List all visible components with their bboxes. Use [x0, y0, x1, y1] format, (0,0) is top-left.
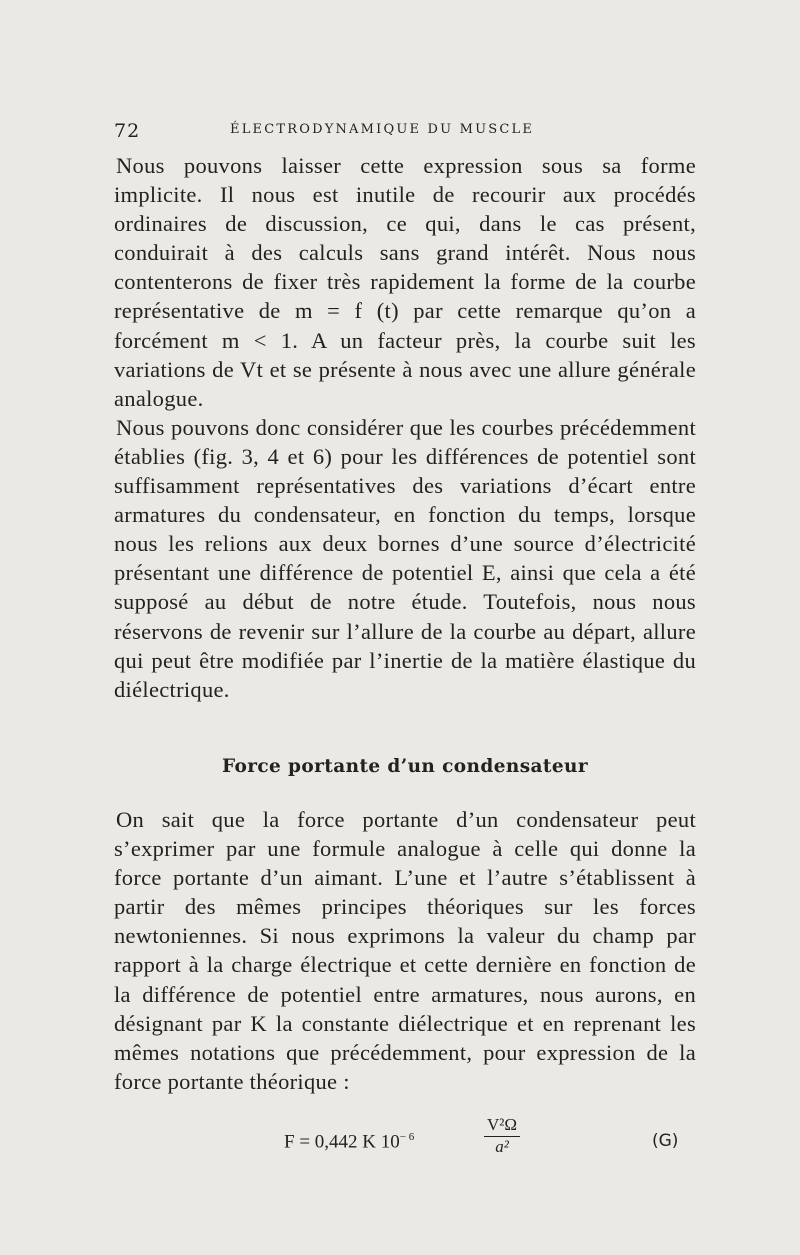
page-header [114, 118, 694, 148]
formula-denominator: a² [495, 1137, 509, 1156]
formula-g [284, 1115, 704, 1175]
formula-label: (G) [652, 1131, 679, 1151]
formula-exponent: − 6 [399, 1131, 415, 1143]
section-1-text [114, 151, 696, 704]
paragraph-3: On sait que la force portante d’un condensateur peut s’exprimer par une formule analogue à celle qui donne la force portante d’un aimant. L’une et l’autre s’établissent à partir des mêmes principes théoriques sur les forces newtoniennes. Si nous exprimons la valeur du champ par rapport à la charge électrique et cette dernière en fonction de la différence de potentiel entre armatures, nous aurons, en désignant par K la constante diélectrique et en reprenant les mêmes notations que précédemment, pour expression de la force portante théorique : [114, 807, 696, 1094]
formula-numerator: V²Ω [484, 1115, 520, 1137]
paragraph-2: Nous pouvons donc considérer que les courbes précédemment établies (fig. 3, 4 et 6) pour les différences de potentiel sont suffisamment représentatives des variations d’écart entre armatures du condensateur, en fonction du temps, lorsque nous les relions aux deux bornes d’une source d’électricité présentant une différence de potentiel E, ainsi que cela a été supposé au début de notre étude. Toutefois, nous nous réservons de revenir sur l’allure de la courbe au départ, allure qui peut être modifiée par l’inertie de la matière élastique du diélectrique. [114, 414, 696, 702]
running-head: ÉLECTRODYNAMIQUE DU MUSCLE [230, 122, 535, 137]
page-number: 72 [114, 120, 141, 142]
paragraph-1: Nous pouvons laisser cette expression sous sa forme implicite. Il nous est inutile de recourir aux procédés ordinaires de discussion, ce qui, dans le cas présent, conduirait à des calculs sans grand intérêt. Nous nous contenterons de fixer très rapidement la forme de la courbe représentative de m = f (t) par cette remarque qu’on a forcément m < 1. A un facteur près, la courbe suit les variations de Vt et se présente à nous avec une allure générale analogue. [114, 153, 696, 411]
section-2-text [114, 805, 696, 1096]
section-title: Force portante d’un condensateur [221, 756, 589, 777]
formula-lhs: F = 0,442 K $10^{- 6}$ [284, 1131, 415, 1153]
formula-fraction [484, 1115, 520, 1157]
